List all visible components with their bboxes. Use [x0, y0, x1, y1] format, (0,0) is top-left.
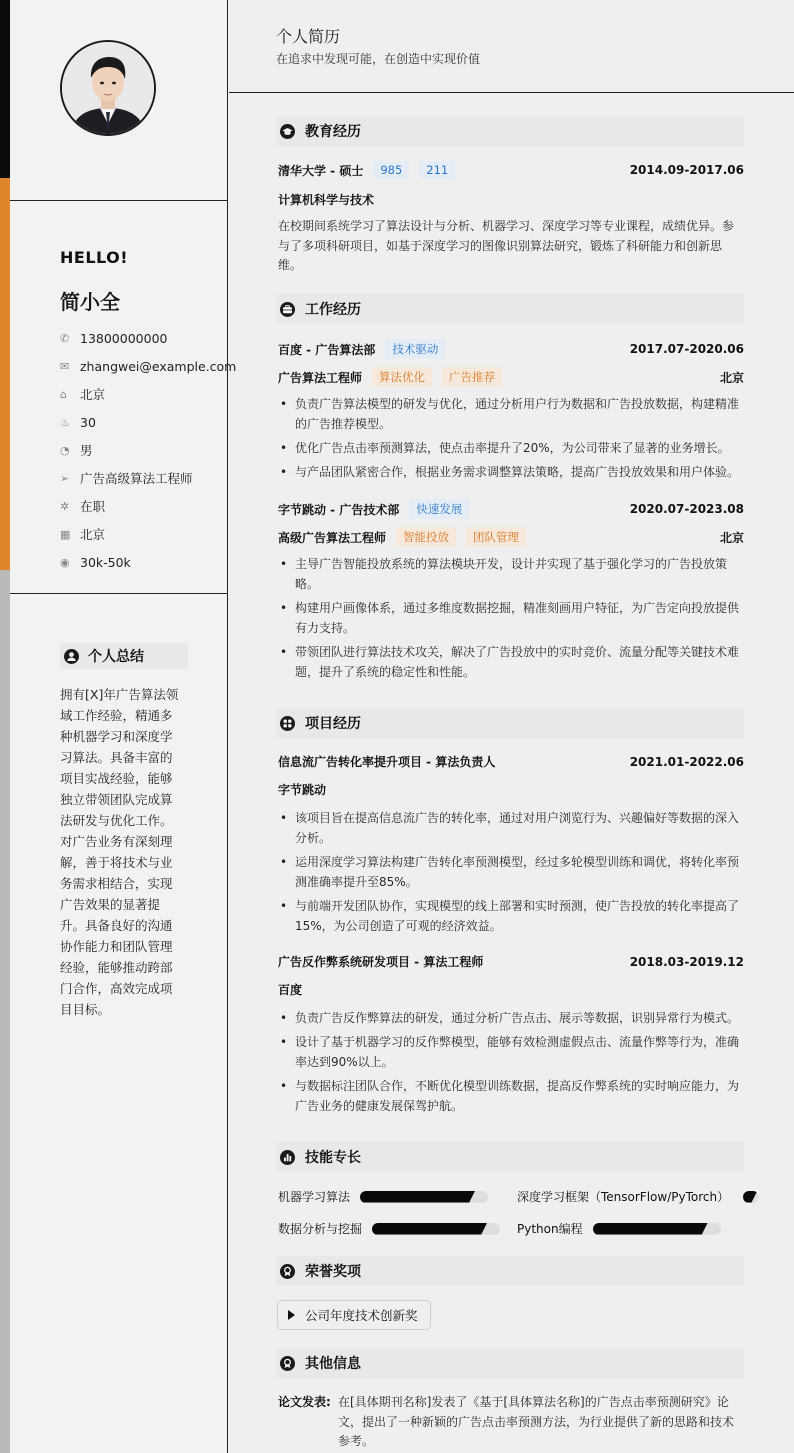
school-tag: 985 [373, 161, 409, 179]
info-city [60, 380, 236, 408]
job-bullet: • 与产品团队紧密合作，根据业务需求调整算法策略，提高广告投放效果和用户体验。 [278, 463, 744, 483]
phone-icon: ✆ [60, 331, 70, 345]
salary-text: 30k-50k [80, 554, 131, 570]
sidebar-divider [10, 200, 228, 201]
award-toggle-button[interactable] [277, 1300, 431, 1330]
skill-name: 数据分析与挖掘 [278, 1222, 363, 1236]
awards-title: 荣誉奖项 [305, 1264, 361, 1280]
job-bullet: • 构建用户画像体系，通过多维度数据挖掘，精准刻画用户特征，为广告定向投放提供有力支持。 [278, 599, 744, 638]
other-info-label: 论文发表: [278, 1395, 331, 1409]
education-row [278, 161, 744, 179]
job-company-row [278, 499, 744, 519]
work-city-text: 北京 [80, 527, 106, 542]
skill-item [278, 1220, 500, 1237]
company-tag: 快速发展 [409, 499, 469, 519]
home-icon: ⌂ [60, 387, 67, 401]
project-period: 2018.03-2019.12 [629, 954, 744, 969]
job-company-row [278, 339, 744, 359]
job-role-row [278, 527, 744, 547]
job-role: 高级广告算法工程师 [278, 530, 387, 545]
project-org: 百度 [278, 983, 303, 997]
project-row [278, 753, 744, 770]
city-text: 北京 [80, 387, 106, 402]
job-bullet: • 带领团队进行算法技术攻关，解决了广告投放中的实时竞价、流量分配等关键技术难题，提升了系统的稳定性和性能。 [278, 643, 744, 682]
skill-item [517, 1188, 759, 1205]
other-title: 其他信息 [305, 1356, 361, 1372]
skill-bar [593, 1223, 721, 1235]
job-bullet: • 主导广告智能投放系统的算法模块开发，设计并实现了基于强化学习的广告投放策略。 [278, 555, 744, 594]
award-name: 公司年度技术创新奖 [305, 1308, 418, 1323]
project-org: 字节跳动 [278, 783, 327, 797]
skill-bar-fill [743, 1191, 757, 1203]
avatar [60, 40, 156, 136]
page-title: 个人简历 [276, 27, 341, 46]
accent-strip-middle [0, 178, 10, 570]
accent-strip-top [0, 0, 10, 178]
user-icon [64, 649, 79, 664]
role-tag: 智能投放 [396, 527, 456, 547]
page-subtitle: 在追求中发现可能，在创造中实现价值 [276, 52, 481, 66]
other-section-heading [276, 1348, 744, 1378]
job-period: 2020.07-2023.08 [629, 502, 744, 516]
accent-strip-bottom [0, 570, 10, 1453]
page-header [229, 0, 794, 93]
job-bullet: • 负责广告算法模型的研发与优化，通过分析用户行为数据和广告投放数据，构建精准的广告推荐模型。 [278, 395, 744, 434]
briefcase-icon [280, 302, 295, 317]
info-status [60, 492, 236, 520]
summary-heading [60, 643, 188, 669]
skill-name: 深度学习框架（TensorFlow/PyTorch） [517, 1190, 730, 1204]
school-name: 清华大学 - 硕士 [278, 163, 364, 178]
role-tag: 广告推荐 [442, 367, 502, 387]
projects-title: 项目经历 [305, 716, 361, 732]
main-content [229, 0, 794, 1453]
building-icon: ▦ [60, 527, 71, 541]
skills-section-heading [276, 1142, 744, 1172]
project-section-heading [276, 708, 744, 738]
project-period: 2021.01-2022.06 [629, 754, 744, 769]
hello-heading: HELLO! [60, 248, 129, 267]
role-tag: 团队管理 [466, 527, 526, 547]
job-role: 广告算法工程师 [278, 370, 363, 385]
status-icon: ✲ [60, 499, 70, 513]
education-title: 教育经历 [305, 124, 361, 140]
school-tag: 211 [419, 161, 455, 179]
project-org-row [278, 981, 744, 998]
project-org-row [278, 781, 744, 798]
gender-text: 男 [80, 443, 93, 458]
skill-item [278, 1188, 488, 1205]
project-bullet: • 该项目旨在提高信息流广告的转化率，通过对用户浏览行为、兴趣偏好等数据的深入分析。 [278, 809, 744, 848]
info-salary [60, 548, 236, 576]
cake-icon: ♨ [60, 415, 70, 429]
skill-bar-fill [360, 1191, 475, 1203]
education-section-heading [276, 116, 744, 146]
summary-text: 拥有[X]年广告算法领域工作经验，精通多种机器学习和深度学习算法。具备丰富的项目实战经验，能够独立带领团队完成算法研发与优化工作。对广告业务有深刻理解，善于将技术与业务需求相结合，实现广告效果的显著提升。具备良好的沟通协作能力和团队管理经验，能够推动跨部门合作，高效完成项目目标。 [60, 687, 179, 1017]
skill-name: 机器学习算法 [278, 1190, 351, 1204]
mail-icon: ✉ [60, 359, 70, 373]
awards-section-heading [276, 1256, 744, 1286]
person-name: 简小全 [60, 290, 120, 314]
skills-title: 技能专长 [305, 1150, 361, 1166]
status-text: 在职 [80, 499, 106, 514]
play-triangle-icon [288, 1310, 295, 1320]
skill-bar-fill [593, 1223, 708, 1235]
other-info-text: 在[具体期刊名称]发表了《基于[具体算法名称]的广告点击率预测研究》论文，提出了一种新颖的广告点击率预测方法，为行业提供了新的思路和技术参考。 [338, 1395, 735, 1448]
info-phone [60, 324, 236, 352]
avatar-portrait-icon [62, 42, 154, 134]
contact-info-list [60, 324, 236, 576]
project-bullet: • 负责广告反作弊算法的研发，通过分析广告点击、展示等数据，识别异常行为模式。 [278, 1009, 744, 1029]
age-text: 30 [80, 414, 96, 430]
send-icon: ➢ [60, 471, 70, 485]
company-tag: 技术驱动 [385, 339, 445, 359]
role-tag: 算法优化 [372, 367, 432, 387]
info-work-city [60, 520, 236, 548]
work-title: 工作经历 [305, 302, 361, 318]
info-position [60, 464, 236, 492]
skill-bar [360, 1191, 488, 1203]
job-role-row [278, 367, 744, 387]
position-text: 广告高级算法工程师 [80, 471, 193, 486]
info-email [60, 352, 236, 380]
sidebar-divider [10, 593, 228, 594]
project-bullet: • 设计了基于机器学习的反作弊模型，能够有效检测虚假点击、流量作弊等行为，准确率达到90%以上。 [278, 1033, 744, 1072]
project-bullet: • 运用深度学习算法构建广告转化率预测模型，经过多轮模型训练和调优，将转化率预测准确率提升至85%。 [278, 853, 744, 892]
job-bullet: • 优化广告点击率预测算法，使点击率提升了20%，为公司带来了显著的业务增长。 [278, 439, 744, 459]
salary-icon: ◉ [60, 555, 70, 569]
bar-chart-icon [280, 1150, 295, 1165]
sidebar [10, 0, 237, 1453]
skill-bar [372, 1223, 500, 1235]
job-period: 2017.07-2020.06 [629, 342, 744, 356]
project-name: 信息流广告转化率提升项目 - 算法负责人 [278, 755, 496, 769]
company-name: 百度 - 广告算法部 [278, 342, 376, 357]
job-location: 北京 [719, 530, 744, 545]
job-location: 北京 [719, 370, 744, 385]
info-gender [60, 436, 236, 464]
graduation-cap-icon [280, 124, 295, 139]
project-bullet: • 与数据标注团队合作，不断优化模型训练数据，提高反作弊系统的实时响应能力，为广告业务的健康发展保驾护航。 [278, 1077, 744, 1116]
major-name: 计算机科学与技术 [278, 193, 375, 207]
summary-title: 个人总结 [88, 649, 144, 665]
work-section-heading [276, 294, 744, 324]
education-description: 在校期间系统学习了算法设计与分析、机器学习、深度学习等专业课程，成绩优异。参与了多项科研项目，如基于深度学习的图像识别算法研究，锻炼了科研能力和创新思维。 [278, 219, 735, 272]
education-period: 2014.09-2017.06 [629, 163, 744, 177]
major-row [278, 191, 744, 208]
project-name: 广告反作弊系统研发项目 - 算法工程师 [278, 955, 484, 969]
gender-icon: ◔ [60, 443, 70, 457]
award-icon [280, 1356, 295, 1371]
grid-icon [280, 716, 295, 731]
skill-item [517, 1220, 721, 1237]
award-icon [280, 1264, 295, 1279]
project-bullet: • 与前端开发团队协作，实现模型的线上部署和实时预测，使广告投放的转化率提高了15%，为公司创造了可观的经济效益。 [278, 897, 744, 936]
skill-bar-fill [372, 1223, 487, 1235]
project-row [278, 953, 744, 970]
skill-name: Python编程 [517, 1222, 583, 1236]
email-text: zhangwei@example.com [80, 358, 237, 374]
info-age [60, 408, 236, 436]
phone-text: 13800000000 [80, 330, 168, 346]
skill-bar [743, 1191, 759, 1203]
other-info-row [278, 1393, 748, 1452]
company-name: 字节跳动 - 广告技术部 [278, 502, 400, 517]
